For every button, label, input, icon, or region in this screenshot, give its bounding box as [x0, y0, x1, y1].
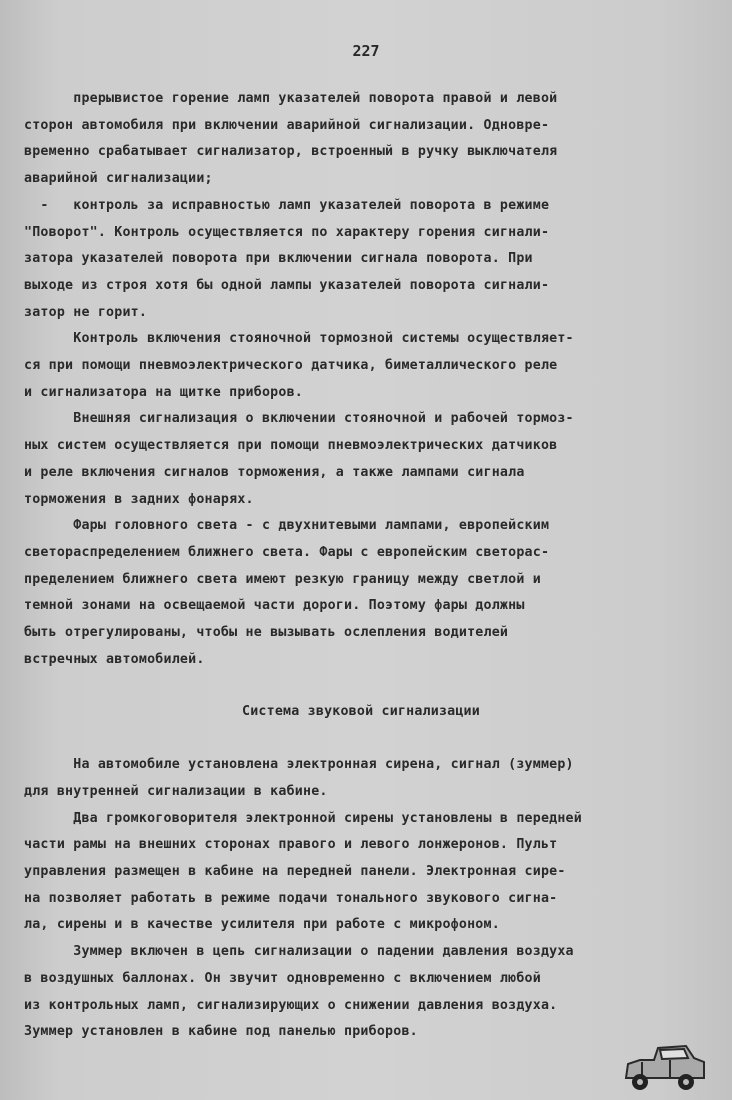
- text-line: на позволяет работать в режиме подачи тонального звукового сигна-: [24, 890, 558, 906]
- text-line: темной зонами на освещаемой части дороги. Поэтому фары должны: [24, 598, 525, 614]
- text-block-b: [24, 752, 708, 1046]
- text-line: в воздушных баллонах. Он звучит одновременно с включением любой: [24, 970, 541, 986]
- text-line: для внутренней сигнализации в кабине.: [24, 783, 328, 799]
- text-block-a: [24, 86, 708, 673]
- truck-icon: [620, 1038, 710, 1094]
- text-line: - контроль за исправностью ламп указателей поворота в режиме: [24, 197, 550, 213]
- text-line: управления размещен в кабине на передней панели. Электронная сире-: [24, 863, 566, 879]
- text-line: Зуммер включен в цепь сигнализации о падении давления воздуха: [24, 944, 574, 960]
- text-line: светораспределением ближнего света. Фары с европейским светорас-: [24, 544, 550, 560]
- text-line: и реле включения сигналов торможения, а также лампами сигнала: [24, 464, 525, 480]
- text-line: быть отрегулированы, чтобы не вызывать ослепления водителей: [24, 625, 509, 641]
- text-line: временно срабатывает сигнализатор, встроенный в ручку выключателя: [24, 144, 558, 160]
- text-line: торможения в задних фонарях.: [24, 491, 254, 507]
- text-line: Контроль включения стояночной тормозной системы осуществляет-: [24, 331, 574, 347]
- text-line: встречных автомобилей.: [24, 651, 205, 667]
- text-line: Зуммер установлен в кабине под панелью приборов.: [24, 1024, 418, 1040]
- text-line: и сигнализатора на щитке приборов.: [24, 384, 303, 400]
- text-line: ных систем осуществляется при помощи пневмоэлектрических датчиков: [24, 438, 558, 454]
- text-line: ся при помощи пневмоэлектрического датчика, биметаллического реле: [24, 358, 558, 374]
- text-line: пределением ближнего света имеют резкую границу между светлой и: [24, 571, 541, 587]
- text-line: затора указателей поворота при включении сигнала поворота. При: [24, 251, 533, 267]
- text-line: сторон автомобиля при включении аварийной сигнализации. Одновре-: [24, 117, 550, 133]
- document-body: [24, 86, 708, 1046]
- text-line: части рамы на внешних сторонах правого и левого лонжеронов. Пульт: [24, 837, 558, 853]
- text-line: затор не горит.: [24, 304, 148, 320]
- text-line: из контрольных ламп, сигнализирующих о снижении давления воздуха.: [24, 997, 558, 1013]
- text-line: прерывистое горение ламп указателей поворота правой и левой: [24, 91, 558, 106]
- text-line: Два громкоговорителя электронной сирены установлены в передней: [24, 810, 582, 826]
- section-heading: Система звуковой сигнализации: [242, 704, 480, 720]
- text-line: На автомобиле установлена электронная сирена, сигнал (зуммер): [24, 757, 574, 773]
- page-number: 227: [352, 42, 380, 60]
- text-line: выходе из строя хотя бы одной лампы указателей поворота сигнали-: [24, 277, 550, 293]
- text-line: ла, сирены и в качестве усилителя при работе с микрофоном.: [24, 917, 500, 933]
- text-line: "Поворот". Контроль осуществляется по характеру горения сигнали-: [24, 224, 550, 240]
- text-line: аварийной сигнализации;: [24, 171, 213, 187]
- text-line: Фары головного света - с двухнитевыми лампами, европейским: [24, 518, 550, 534]
- text-line: Внешняя сигнализация о включении стояночной и рабочей тормоз-: [24, 411, 574, 427]
